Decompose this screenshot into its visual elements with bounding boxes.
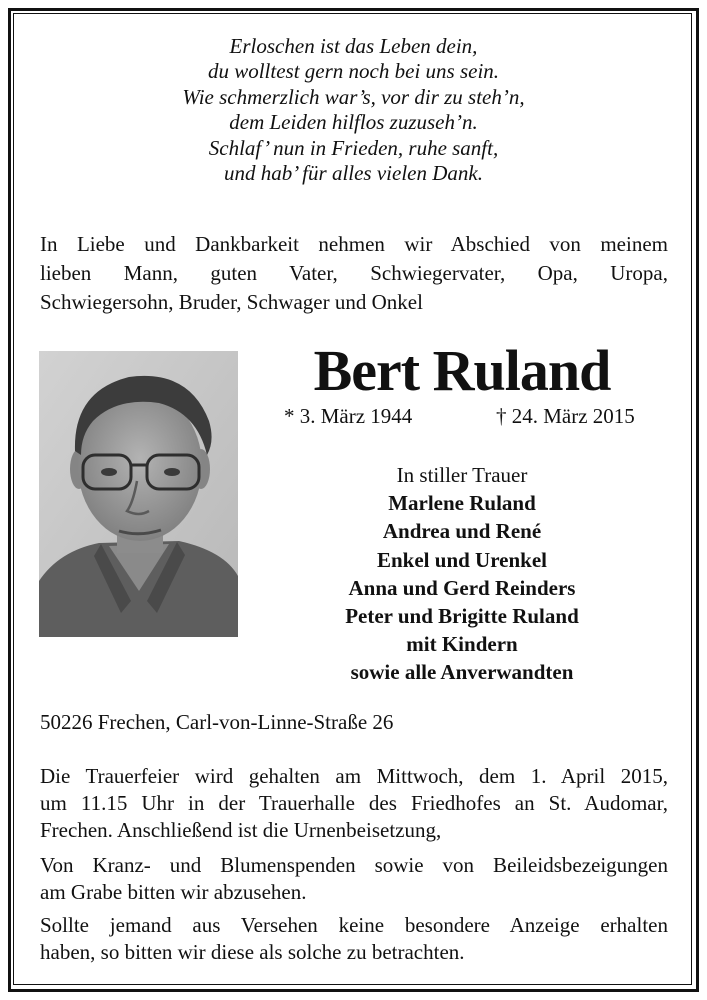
poem-line: du wolltest gern noch bei uns sein.: [207, 59, 500, 84]
mourner-name: sowie alle Anverwandten: [350, 660, 574, 685]
flowers-paragraph: [40, 852, 668, 906]
notice-line: Sollte jemand aus Versehen keine besondere Anzeige erhalten: [40, 913, 668, 937]
portrait-photo: [39, 351, 238, 637]
mourner-name: Enkel und Urenkel: [377, 547, 547, 572]
ceremony-line: um 11.15 Uhr in der Trauerhalle des Friedhofes an St. Audomar,: [40, 791, 668, 815]
intro-line: In Liebe und Dankbarkeit nehmen wir Abschied von meinem: [40, 232, 668, 256]
deceased-name: Bert Ruland: [313, 338, 611, 403]
mourner-name: mit Kindern: [406, 632, 518, 657]
notice-paragraph: [40, 912, 668, 966]
notice-line: haben, so bitten wir diese als solche zu betrachten.: [40, 940, 465, 964]
mourner-name: Marlene Ruland: [388, 491, 536, 516]
ceremony-line: Die Trauerfeier wird gehalten am Mittwoch, dem 1. April 2015,: [40, 764, 668, 788]
ceremony-paragraph: [40, 763, 668, 844]
mourner-name: Anna und Gerd Reinders: [348, 575, 576, 600]
poem-line: Schlaf’ nun in Frieden, ruhe sanft,: [208, 135, 499, 160]
ceremony-line: Frechen. Anschließend ist die Urnenbeisetzung,: [40, 818, 442, 842]
mourner-name: Peter und Brigitte Ruland: [345, 604, 579, 629]
intro-line: lieben Mann, guten Vater, Schwiegervater, Opa, Uropa,: [40, 261, 668, 285]
flowers-line: am Grabe bitten wir abzusehen.: [40, 880, 307, 904]
intro-line: Schwiegersohn, Bruder, Schwager und Onkel: [40, 290, 423, 314]
poem-line: und hab’ für alles vielen Dank.: [224, 161, 483, 186]
poem: [60, 34, 647, 186]
death-date: † 24. März 2015: [496, 404, 635, 428]
mourner-name: Andrea und René: [382, 519, 542, 544]
family-address: 50226 Frechen, Carl-von-Linne-Straße 26: [40, 710, 394, 734]
flowers-line: Von Kranz- und Blumenspenden sowie von Beileidsbezeigungen: [40, 853, 668, 877]
poem-line: Wie schmerzlich war’s, vor dir zu steh’n,: [182, 84, 525, 109]
intro-text: [40, 230, 668, 317]
poem-line: Erloschen ist das Leben dein,: [229, 34, 478, 58]
mourners-list: [256, 461, 668, 687]
portrait-illustration: [39, 351, 238, 637]
birth-date: * 3. März 1944: [284, 404, 413, 428]
mourners-heading: In stiller Trauer: [396, 463, 528, 487]
poem-line: dem Leiden hilflos zuzuseh’n.: [229, 110, 478, 135]
